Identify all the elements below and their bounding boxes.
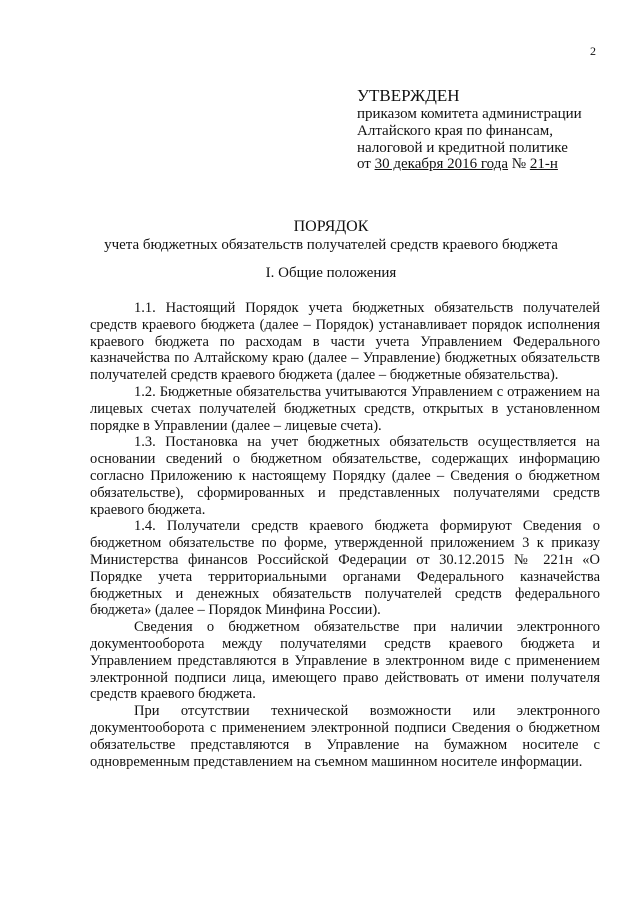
- approval-line-3: налоговой и кредитной политике: [357, 139, 568, 156]
- section-heading: I. Общие положения: [265, 265, 397, 281]
- paragraph-paper: При отсутствии технической возможности или электронного документооборота с применением электронной подписи Сведения о бюджетном обязательстве представляются в Управление на бумажном носителе с одновременным представлением на съемном машинном носителе информации.: [90, 703, 600, 770]
- document-body: [90, 300, 600, 770]
- page-number: 2: [590, 44, 596, 58]
- approval-line-1: приказом комитета администрации: [357, 106, 582, 122]
- document-title: ПОРЯДОК: [293, 218, 369, 235]
- approval-number-sign: №: [511, 156, 527, 173]
- paragraph-electronic: Сведения о бюджетном обязательстве при наличии электронного документооборота между получателями средств краевого бюджета и Управлением представляются в Управление в электронном виде с применением электронной подписи лица, имеющего право действовать от имени получателя средств краевого бюджета.: [90, 619, 600, 703]
- approval-line-2: Алтайского края по финансам,: [357, 122, 554, 139]
- approval-date-line: [357, 156, 612, 173]
- approval-block: [357, 86, 612, 173]
- paragraph-1-3: 1.3. Постановка на учет бюджетных обязательств осуществляется на основании сведений о бюджетном обязательстве, содержащих информацию согласно Приложению к настоящему Порядку (далее – Сведения о бюджетном обязательстве), сформированных и представленных получателями средств краевого бюджета.: [90, 434, 600, 518]
- approval-number: 21-н: [529, 156, 558, 173]
- paragraph-1-1: 1.1. Настоящий Порядок учета бюджетных обязательств получателей средств краевого бюджета (далее – Порядок) устанавливает порядок исполнения краевого бюджета по расходам в части учета Управлением Федерального казначейства по Алтайскому краю (далее – Управление) бюджетных обязательств получателей средств краевого бюджета (далее – бюджетные обязательства).: [90, 300, 600, 384]
- paragraph-1-2: 1.2. Бюджетные обязательства учитываются Управлением с отражением на лицевых счетах получателей бюджетных средств, открытых в установленном порядке в Управлении (далее – лицевые счета).: [90, 383, 600, 434]
- approval-date-prefix: от: [357, 156, 371, 173]
- document-subtitle: учета бюджетных обязательств получателей средств краевого бюджета: [104, 237, 558, 253]
- paragraph-1-4: 1.4. Получатели средств краевого бюджета формируют Сведения о бюджетном обязательстве по форме, утвержденной приложением 3 к приказу Министерства финансов Российской Федерации от 30.12.2015 № 221н «О Порядке учета территориальными органами Федерального казначейства бюджетных и денежных обязательств получателей средств федерального бюджета» (далее – Порядок Минфина России).: [90, 518, 600, 619]
- approval-date: 30 декабря 2016 года: [374, 156, 509, 173]
- approval-heading: УТВЕРЖДЕН: [357, 86, 460, 105]
